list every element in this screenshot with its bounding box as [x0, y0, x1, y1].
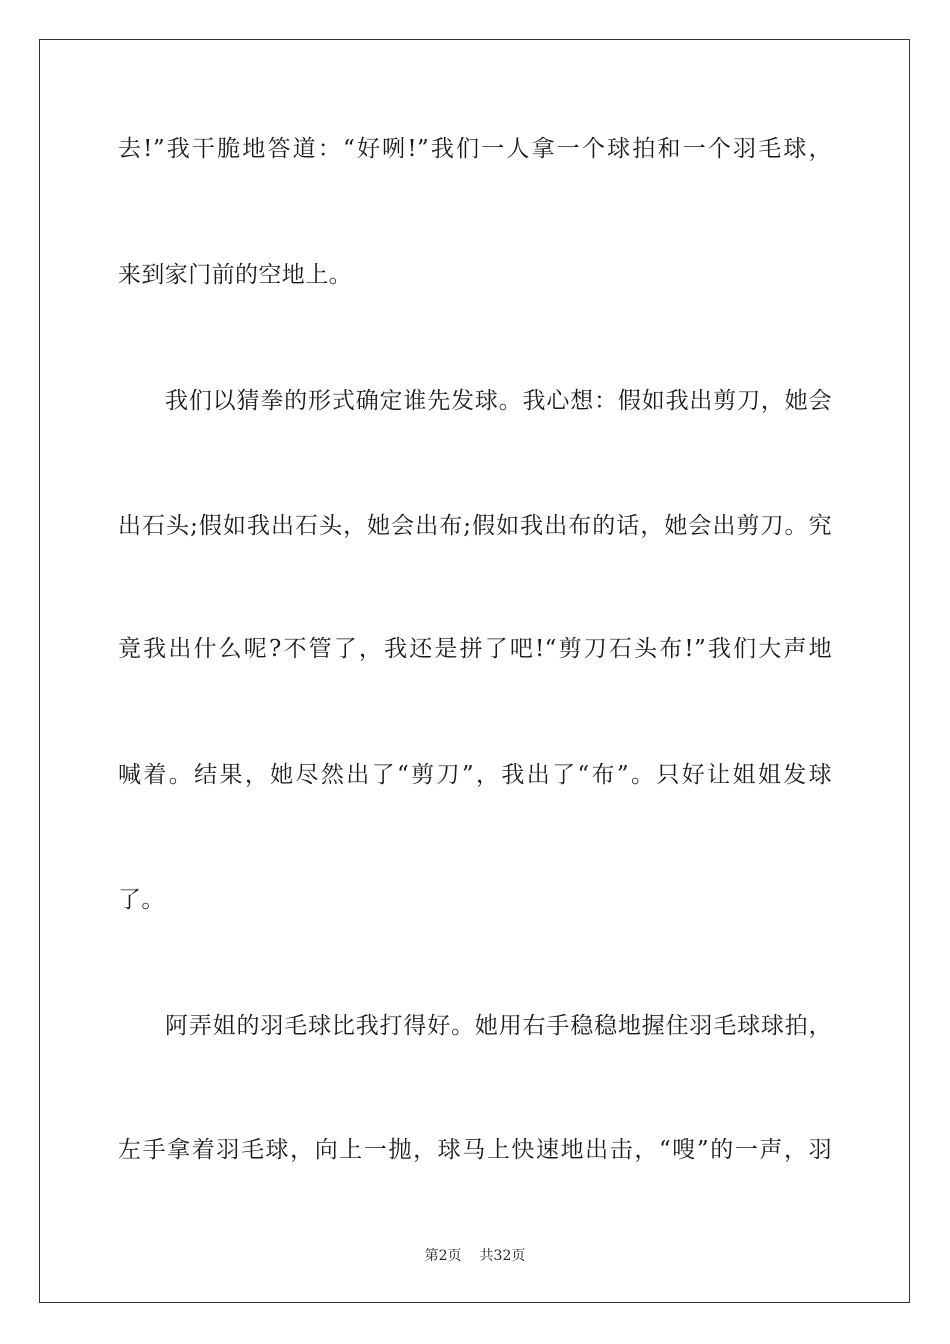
text-line-8: 阿弄姐的羽毛球比我打得好。她用右手稳稳地握住羽毛球球拍， [165, 1013, 832, 1039]
text-line-2: 来到家门前的空地上。 [118, 262, 352, 288]
text-line-6: 喊着。结果，她尽然出了“剪刀”，我出了“布”。只好让姐姐发球 [118, 762, 832, 788]
text-line-1: 去!”我干脆地答道：“好咧!”我们一人拿一个球拍和一个羽毛球， [118, 136, 832, 162]
page-border [39, 39, 910, 1303]
text-line-9: 左手拿着羽毛球，向上一抛，球马上快速地出击，“嗖”的一声，羽 [118, 1137, 832, 1163]
page-total: 共32页 [479, 1248, 526, 1264]
text-line-3: 我们以猜拳的形式确定谁先发球。我心想：假如我出剪刀，她会 [165, 388, 832, 414]
text-line-4: 出石头;假如我出石头，她会出布;假如我出布的话，她会出剪刀。究 [118, 513, 832, 539]
page-footer [0, 1247, 950, 1265]
text-line-7: 了。 [118, 887, 165, 913]
page-number: 第2页 [424, 1248, 462, 1264]
text-line-5: 竟我出什么呢?不管了，我还是拼了吧!“剪刀石头布!”我们大声地 [118, 636, 832, 662]
